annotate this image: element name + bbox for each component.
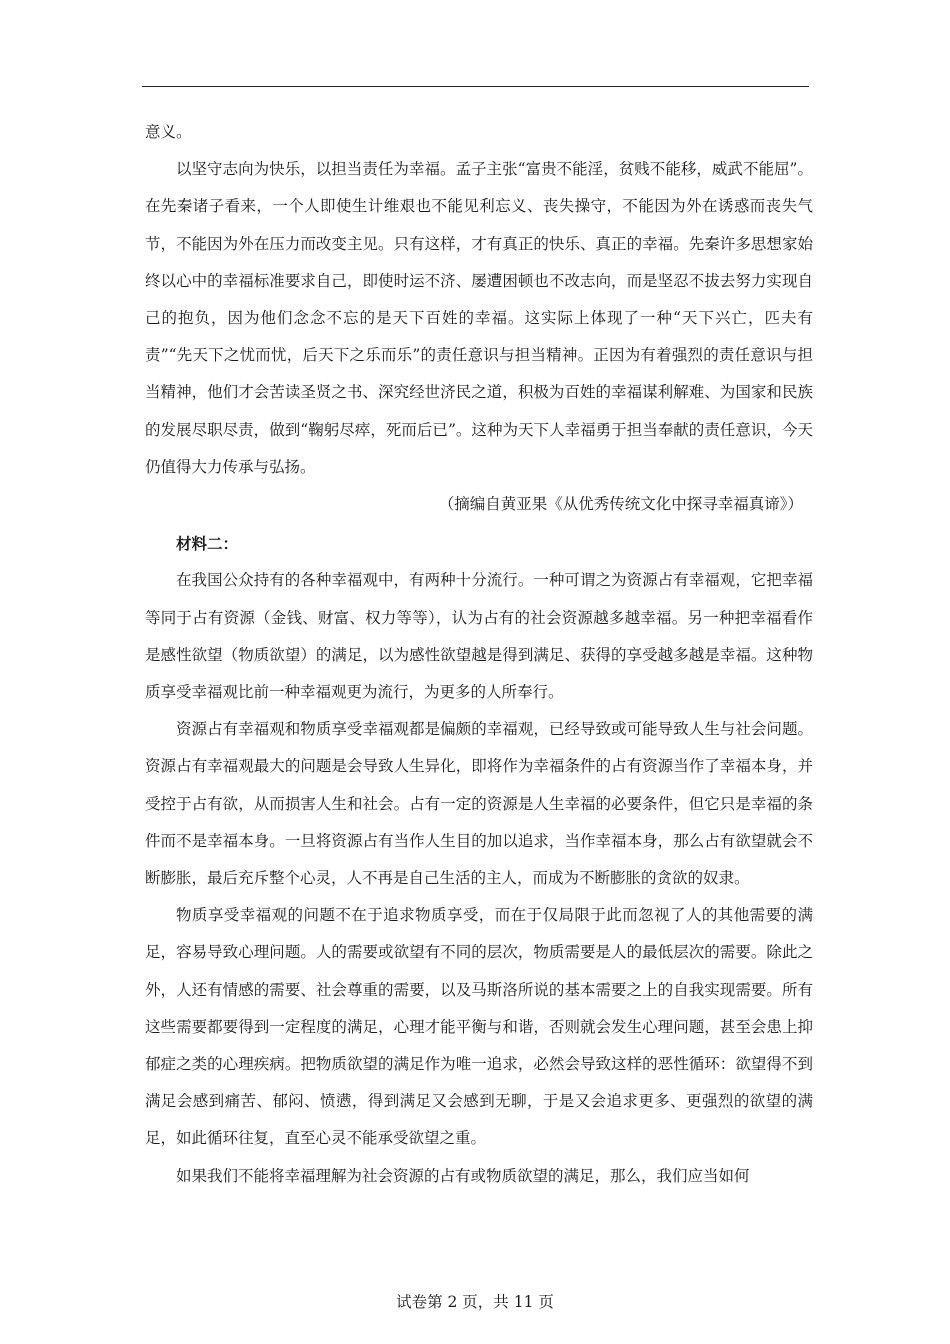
paragraph: 如果我们不能将幸福理解为社会资源的占有或物质欲望的满足，那么，我们应当如何: [176, 1166, 750, 1185]
page-footer: 试卷第 2 页，共 11 页: [396, 1293, 554, 1311]
paragraph-continuation: 意义。: [145, 123, 192, 141]
header-rule: [142, 86, 809, 87]
article-body: [145, 114, 813, 1195]
paragraph: 资源占有幸福观和物质享受幸福观都是偏颇的幸福观，已经导致或可能导致人生与社会问题。资源占有幸福观最大的问题是会导致人生异化，即将作为幸福条件的占有资源当作了幸福本身，并受控于占有欲，从而损害人生和社会。占有一定的资源是人生幸福的必要条件，但它只是幸福的条件而不是幸福本身。一旦将资源占有当作人生目的加以追求，当作幸福本身，那么占有欲望就会不断膨胀，最后充斥整个心灵，人不再是自己生活的主人，而成为不断膨胀的贪欲的奴隶。: [145, 720, 813, 888]
paragraph: 物质享受幸福观的问题不在于追求物质享受，而在于仅局限于此而忽视了人的其他需要的满足，容易导致心理问题。人的需要或欲望有不同的层次，物质需要是人的最低层次的需要。除此之外，人还有情感的需要、社会尊重的需要，以及马斯洛所说的基本需要之上的自我实现需要。所有这些需要都要得到一定程度的满足，心理才能平衡与和谐，否则就会发生心理问题，甚至会患上抑郁症之类的心理疾病。把物质欲望的满足作为唯一追求，必然会导致这样的恶性循环：欲望得不到满足会感到痛苦、郁闷、愤懑，得到满足又会感到无聊，于是又会追求更多、更强烈的欲望的满足，如此循环往复，直至心灵不能承受欲望之重。: [145, 906, 813, 1148]
source-citation: （摘编自黄亚果《从优秀传统文化中探寻幸福真谛》）: [438, 495, 803, 514]
section-heading: 材料二：: [176, 534, 239, 554]
paragraph: 在我国公众持有的各种幸福观中，有两种十分流行。一种可谓之为资源占有幸福观，它把幸福等同于占有资源（金钱、财富、权力等等），认为占有的社会资源越多越幸福。另一种把幸福看作是感性欲望（物质欲望）的满足，以为感性欲望越是得到满足、获得的享受越多越是幸福。这种物质享受幸福观比前一种幸福观更为流行，为更多的人所奉行。: [145, 571, 813, 702]
paragraph: 以坚守志向为快乐，以担当责任为幸福。孟子主张“富贵不能淫，贫贱不能移，威武不能屈”。在先秦诸子看来，一个人即使生计维艰也不能见利忘义、丧失操守，不能因为外在诱惑而丧失气节，不能因为外在压力而改变主见。只有这样，才有真正的快乐、真正的幸福。先秦许多思想家始终以心中的幸福标准要求自己，即使时运不济、屡遭困顿也不改志向，而是坚忍不拔去努力实现自己的抱负，因为他们念念不忘的是天下百姓的幸福。这实际上体现了一种“天下兴亡，匹夫有责”“先天下之忧而忧，后天下之乐而乐”的责任意识与担当精神。正因为有着强烈的责任意识与担当精神，他们才会苦读圣贤之书、深究经世济民之道，积极为百姓的幸福谋利解难、为国家和民族的发展尽职尽责，做到“鞠躬尽瘁，死而后已”。这种为天下人幸福勇于担当奉献的责任意识，今天仍值得大力传承与弘扬。: [145, 160, 813, 476]
